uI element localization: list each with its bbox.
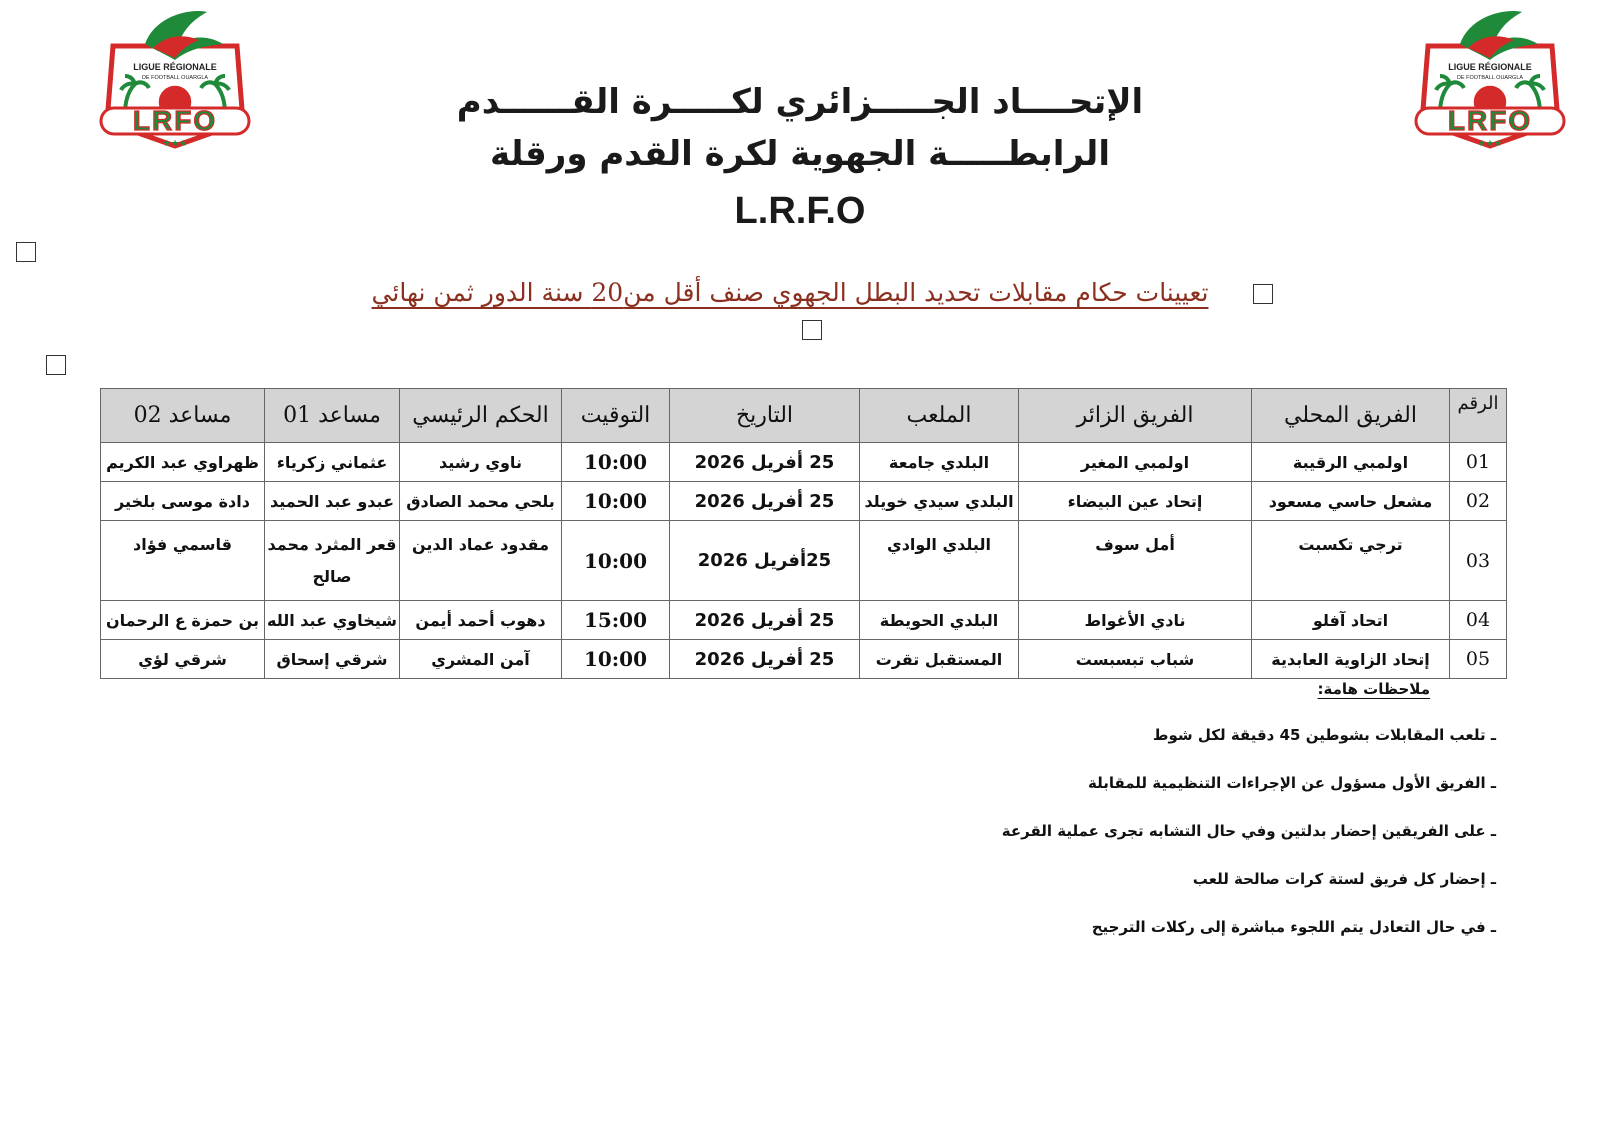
- cell-date: 25 أفريل 2026: [670, 640, 860, 679]
- checkbox-square-4: [46, 355, 66, 375]
- table-row: [101, 521, 1507, 601]
- note-item: ـ الفريق الأول مسؤول عن الإجراءات التنظيمية للمقابلة: [1087, 774, 1496, 792]
- cell-referee: ناوي رشيد: [400, 443, 562, 482]
- col-header-referee: الحكم الرئيسي: [400, 389, 562, 443]
- lrfo-logo-right: [1410, 4, 1570, 154]
- col-header-home-team: الفريق المحلي: [1252, 389, 1450, 443]
- cell-stadium: البلدي سيدي خويلد: [860, 482, 1019, 521]
- cell-home-team: اولمبي الرقيبة: [1252, 443, 1450, 482]
- cell-referee: مقدود عماد الدين: [400, 521, 562, 601]
- cell-home-team: مشعل حاسي مسعود: [1252, 482, 1450, 521]
- cell-time: 10:00: [562, 443, 670, 482]
- cell-assistant-2: شرقي لؤي: [101, 640, 265, 679]
- note-item: ـ في حال التعادل يتم اللجوء مباشرة إلى ركلات الترجيح: [1091, 918, 1496, 936]
- cell-assistant-1: شرقي إسحاق: [265, 640, 400, 679]
- col-header-number: الرقم: [1450, 389, 1507, 443]
- col-header-date: التاريخ: [670, 389, 860, 443]
- federation-title: الإتحــــاد الجـــــزائري لكـــــرة القــــــدم: [456, 82, 1144, 122]
- cell-date: 25 أفريل 2026: [670, 482, 860, 521]
- cell-away-team: اولمبي المغير: [1019, 443, 1252, 482]
- cell-stadium: المستقبل تقرت: [860, 640, 1019, 679]
- checkbox-square-1: [16, 242, 36, 262]
- logo-top-text: LIGUE RÉGIONALE: [1448, 62, 1532, 72]
- col-header-away-team: الفريق الزائر: [1019, 389, 1252, 443]
- cell-time: 10:00: [562, 521, 670, 601]
- svg-text:★★★: ★★★: [1477, 139, 1503, 149]
- cell-away-team: نادي الأغواط: [1019, 601, 1252, 640]
- cell-assistant-2: ظهراوي عبد الكريم: [101, 443, 265, 482]
- cell-date: 25 أفريل 2026: [670, 443, 860, 482]
- cell-number: 01: [1450, 443, 1507, 482]
- cell-assistant-1: شيخاوي عبد الله: [265, 601, 400, 640]
- cell-home-team: ترجي تكسبت: [1252, 521, 1450, 601]
- table-row: [101, 482, 1507, 521]
- note-item: ـ تلعب المقابلات بشوطين 45 دقيقة لكل شوط: [1152, 726, 1496, 744]
- important-notes: [1000, 680, 1500, 966]
- cell-date: 25 أفريل 2026: [670, 601, 860, 640]
- cell-stadium: البلدي جامعة: [860, 443, 1019, 482]
- cell-referee: دهوب أحمد أيمن: [400, 601, 562, 640]
- col-header-time: التوقيت: [562, 389, 670, 443]
- cell-referee: بلحي محمد الصادق: [400, 482, 562, 521]
- assignment-subtitle: [340, 278, 1240, 307]
- cell-referee: آمن المشري: [400, 640, 562, 679]
- notes-title: ملاحظات هامة:: [1317, 680, 1430, 698]
- subtitle-text: تعيينات حكام مقابلات تحديد البطل الجهوي صنف أقل من20 سنة الدور ثمن نهائي: [371, 278, 1209, 307]
- cell-assistant-2: قاسمي فؤاد: [101, 521, 265, 601]
- logo-sub-text: DE FOOTBALL OUARGLA: [141, 75, 209, 81]
- cell-time: 10:00: [562, 640, 670, 679]
- cell-stadium: البلدي الحويطة: [860, 601, 1019, 640]
- checkbox-square-2: [1253, 284, 1273, 304]
- note-item: ـ على الفريقين إحضار بدلتين وفي حال التشابه تجرى عملية القرعة: [1001, 822, 1496, 840]
- cell-date: 25أفريل 2026: [670, 521, 860, 601]
- table-row: [101, 443, 1507, 482]
- cell-time: 10:00: [562, 482, 670, 521]
- table-row: [101, 640, 1507, 679]
- referee-assignment-table: [100, 388, 1507, 679]
- cell-stadium: البلدي الوادي: [860, 521, 1019, 601]
- checkbox-square-3: [802, 320, 822, 340]
- cell-away-team: إتحاد عين البيضاء: [1019, 482, 1252, 521]
- cell-away-team: شباب تبسبست: [1019, 640, 1252, 679]
- logo-sub-text: DE FOOTBALL OUARGLA: [1456, 75, 1524, 81]
- cell-assistant-1: قعر المثرد محمد صالح: [265, 521, 400, 601]
- table-header-row: [101, 389, 1507, 443]
- cell-home-team: إتحاد الزاوية العابدية: [1252, 640, 1450, 679]
- league-acronym: L.R.F.O: [734, 190, 866, 232]
- cell-assistant-2: بن حمزة ع الرحمان: [101, 601, 265, 640]
- col-header-stadium: الملعب: [860, 389, 1019, 443]
- table-row: [101, 601, 1507, 640]
- logo-top-text: LIGUE RÉGIONALE: [133, 62, 217, 72]
- cell-number: 03: [1450, 521, 1507, 601]
- cell-number: 04: [1450, 601, 1507, 640]
- note-item: ـ إحضار كل فريق لستة كرات صالحة للعب: [1192, 870, 1496, 888]
- col-header-assistant-1: مساعد 01: [265, 389, 400, 443]
- cell-time: 15:00: [562, 601, 670, 640]
- league-title: الرابطـــــة الجهوية لكرة القدم ورقلة: [490, 134, 1110, 174]
- cell-number: 05: [1450, 640, 1507, 679]
- logo-initials: LRFO: [1447, 105, 1533, 136]
- col-header-assistant-2: مساعد 02: [101, 389, 265, 443]
- cell-assistant-1: عبدو عبد الحميد: [265, 482, 400, 521]
- cell-number: 02: [1450, 482, 1507, 521]
- lrfo-logo-left: [95, 4, 255, 154]
- svg-text:★★★: ★★★: [162, 139, 188, 149]
- cell-assistant-1: عثماني زكرياء: [265, 443, 400, 482]
- cell-home-team: اتحاد آفلو: [1252, 601, 1450, 640]
- cell-assistant-2: دادة موسى بلخير: [101, 482, 265, 521]
- logo-initials: LRFO: [132, 105, 218, 136]
- notes-list: [1000, 726, 1500, 966]
- cell-away-team: أمل سوف: [1019, 521, 1252, 601]
